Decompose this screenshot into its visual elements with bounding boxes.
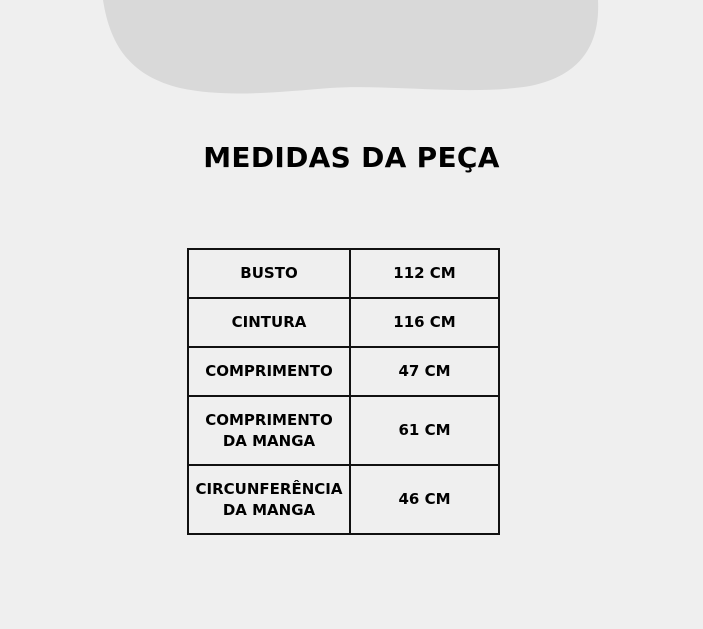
measure-value: 46 CM [350,465,499,534]
measure-value: 47 CM [350,347,499,396]
page-title: MEDIDAS DA PEÇA [203,141,500,174]
table-row [188,249,499,298]
measure-value: 112 CM [350,249,499,298]
table-row [188,396,499,465]
table-row [188,465,499,534]
measure-label: CINTURA [188,298,350,347]
measure-label: CIRCUNFERÊNCIA DA MANGA [188,465,350,534]
measure-label: COMPRIMENTO [188,347,350,396]
table-row [188,298,499,347]
measure-label: BUSTO [188,249,350,298]
measurements-table [187,248,500,535]
measure-label: COMPRIMENTO DA MANGA [188,396,350,465]
decorative-blob [0,0,703,110]
measure-value: 116 CM [350,298,499,347]
table-row [188,347,499,396]
measure-value: 61 CM [350,396,499,465]
